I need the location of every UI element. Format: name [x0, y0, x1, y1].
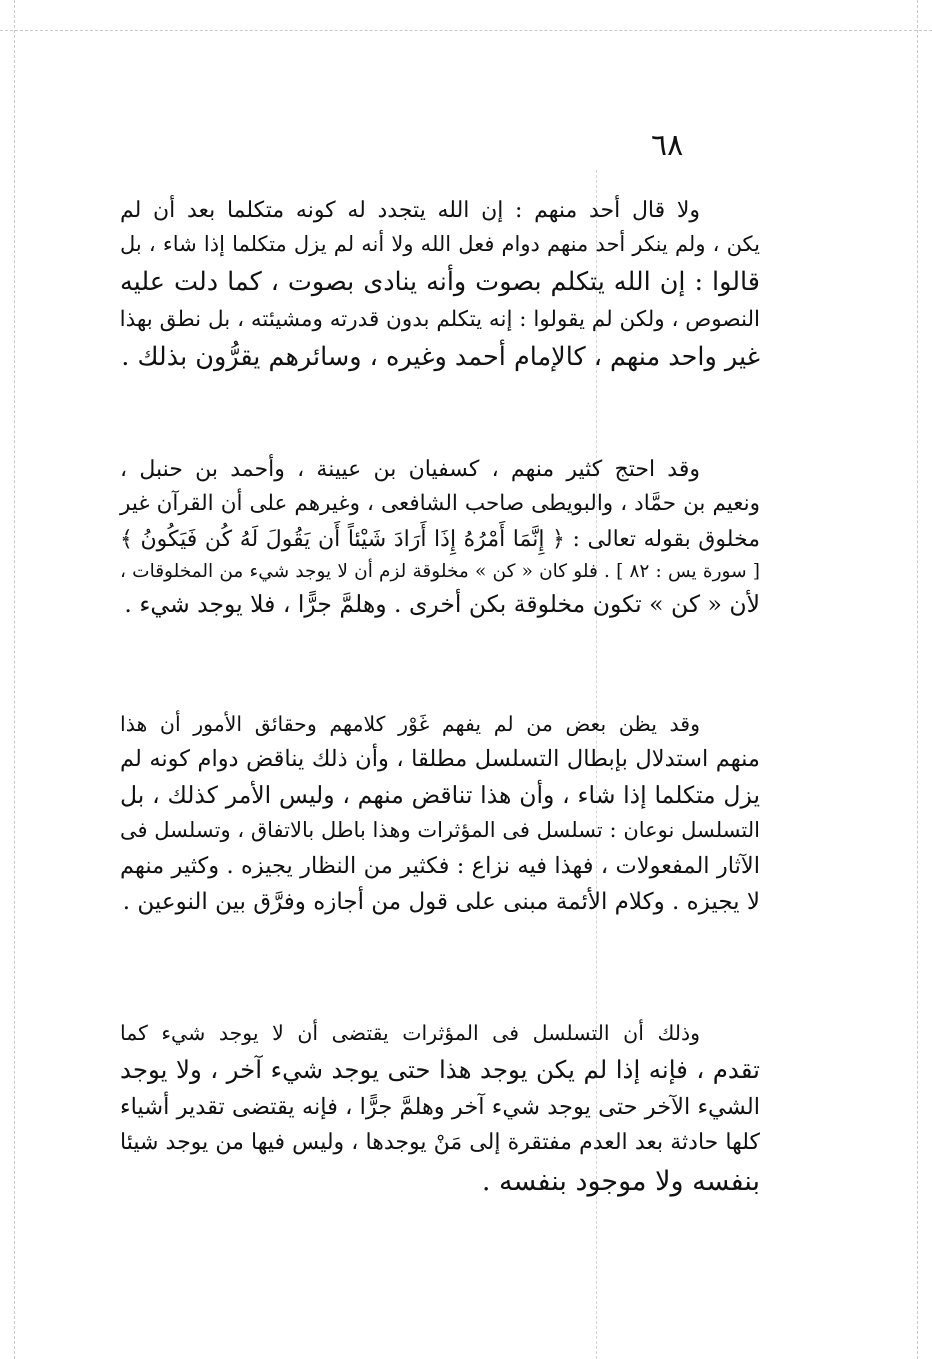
text-line: وقد احتج كثير منهم ، كسفيان بن عيينة ، وأحمد بن حنبل ،: [120, 457, 700, 482]
text-line: النصوص ، ولكن لم يقولوا : إنه يتكلم بدون قدرته ومشيئته ، بل نطق بهذا: [119, 306, 760, 332]
text-line: قالوا : إن الله يتكلم بصوت وأنه ينادى بصوت ، كما دلت عليه: [120, 266, 760, 297]
text-line: كلها حادثة بعد العدم مفتقرة إلى مَنْ يوجدها ، وليس فيها من يوجد شيئا: [120, 1129, 760, 1155]
quran-verse-line: مخلوق بقوله تعالى : ﴿ إِنَّمَا أَمْرُهُ إِذَا أَرَادَ شَيْئاً أَن يَقُولَ لَهُ كُن فَيَكُونُ ﴾: [120, 526, 760, 552]
page-number: ٦٨: [651, 128, 684, 163]
text-line: يكن ، ولم ينكر أحد منهم دوام فعل الله ولا أنه لم يزل متكلما إذا شاء ، بل: [120, 232, 760, 257]
text-line: لأن « كن » تكون مخلوقة بكن أخرى . وهلمَّ جرًّا ، فلا يوجد شيء .: [124, 590, 760, 619]
surah-reference-line: [ سورة يس : ٨٢ ] . فلو كان « كن » مخلوقة لزم أن لا يوجد شيء من المخلوقات ،: [120, 560, 760, 582]
text-line: ولا قال أحد منهم : إن الله يتجدد له كونه متكلما بعد أن لم: [120, 198, 700, 223]
text-line: يزل متكلما إذا شاء ، وأن هذا تناقض منهم ، وليس الأمر كذلك ، بل: [120, 780, 760, 809]
scan-guide-line: [917, 0, 918, 1359]
text-line: منهم استدلال بإبطال التسلسل مطلقا ، وأن ذلك يناقض دوام كونه لم: [120, 745, 760, 772]
scan-guide-line: [0, 30, 932, 31]
text-line: وذلك أن التسلسل فى المؤثرات يقتضى أن لا يوجد شيء كما: [120, 1021, 700, 1045]
paragraph-3: [120, 708, 760, 921]
text-line: لا يجيزه . وكلام الأئمة مبنى على قول من أجازه وفرَّق بين النوعين .: [122, 888, 760, 915]
scan-guide-line: [14, 0, 15, 1359]
text-line: الشيء الآخر حتى يوجد شيء آخر وهلمَّ جرًّا ، فإنه يقتضى تقدير أشياء: [120, 1093, 760, 1120]
paragraph-4: [120, 1017, 760, 1203]
text-line: التسلسل نوعان : تسلسل فى المؤثرات وهذا باطل بالاتفاق ، وتسلسل فى: [120, 818, 760, 843]
text-line: ونعيم بن حمَّاد ، والبويطى صاحب الشافعى ، وغيرهم على أن القرآن غير: [120, 491, 760, 517]
text-line: بنفسه ولا موجود بنفسه .: [481, 1166, 760, 1198]
text-line: تقدم ، فإنه إذا لم يكن يوجد هذا حتى يوجد شيء آخر ، ولا يوجد: [120, 1054, 760, 1084]
paragraph-2: [120, 452, 760, 624]
paragraph-1: [120, 193, 760, 378]
text-line: وقد يظن بعض من لم يفهم غَوْر كلامهم وحقائق الأمور أن هذا: [120, 712, 700, 736]
text-line: غير واحد منهم ، كالإمام أحمد وغيره ، وسائرهم يقرُّون بذلك .: [121, 341, 760, 372]
text-line: الآثار المفعولات ، فهذا فيه نزاع : فكثير من النظار يجيزه . وكثير منهم: [120, 852, 760, 879]
